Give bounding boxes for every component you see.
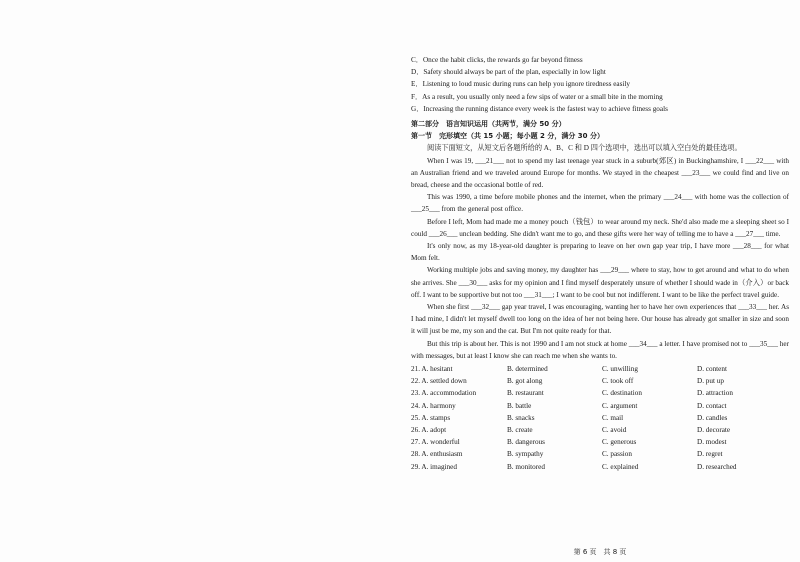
passage-paragraph: It's only now, as my 18-year-old daughter is preparing to leave on her own gap year trip, I have more ___28___ for what Mom felt. <box>411 242 789 263</box>
passage-paragraph: But this trip is about her. This is not 1990 and I am not stuck at home ___34___ a letter. I have promised not to ___35___ her with messages, but at least I know she can reach me when she wants to. <box>411 339 789 360</box>
instruction-text: 阅读下面短文，从短文后各题所给的 A、B、C 和 D 四个选项中，选出可以填入空白处的最佳选项。 <box>427 144 742 153</box>
choice-b: B. got along <box>507 377 543 386</box>
choice-a: 24. A. harmony <box>411 401 456 410</box>
choice-c: C. avoid <box>602 426 627 435</box>
choice-b: B. sympathy <box>507 450 544 459</box>
question-row <box>411 461 789 473</box>
choice-d: D. contact <box>697 401 727 410</box>
choice-a: 25. A. stamps <box>411 413 451 422</box>
choice-a: 28. A. enthusiasm <box>411 450 463 459</box>
choice-c: C. generous <box>602 438 637 447</box>
option-c: C．Once the habit clicks, the rewards go far beyond fitness <box>411 56 583 64</box>
question-row <box>411 436 789 448</box>
part-heading: 第二部分 语言知识运用（共两节，满分 50 分） <box>411 120 566 129</box>
question-row <box>411 412 789 424</box>
choice-c: C. mail <box>602 413 624 422</box>
choice-d: D. researched <box>697 462 737 471</box>
option-f: F．As a result, you usually only need a few sips of water or a small bite in the morning <box>411 92 663 101</box>
option-d: D．Safety should always be part of the plan, especially in low light <box>411 68 606 77</box>
question-row <box>411 424 789 436</box>
page-footer: 第 6 页 共 8 页 <box>573 548 627 556</box>
choice-d: D. put up <box>697 377 724 386</box>
choice-d: D. regret <box>697 450 723 459</box>
question-row <box>411 387 789 399</box>
choice-c: C. explained <box>602 462 639 471</box>
choice-a: 22. A. settled down <box>411 377 467 386</box>
choice-c: C. unwilling <box>602 365 638 374</box>
option-g: G．Increasing the running distance every week is the fastest way to achieve fitness goals <box>411 104 668 113</box>
text-column <box>411 54 789 473</box>
choice-a: 29. A. imagined <box>411 462 457 471</box>
choice-c: C. passion <box>602 450 632 459</box>
choice-c: C. argument <box>602 401 638 410</box>
choice-b: B. dangerous <box>507 438 545 447</box>
passage-paragraph: Working multiple jobs and saving money, my daughter has ___29___ where to stay, how to get around and what to do when she arrives. She ___30___ asks for my opinion and I find myself desperately unsure of whether I should wade in（介入）or back off. I want to be supportive but not too ___31___; I want to be cool but not indifferent. I want to be like the perfect travel guide. <box>411 266 789 299</box>
choice-b: B. create <box>507 426 533 435</box>
choice-d: D. attraction <box>697 389 733 398</box>
choice-a: 21. A. hesitant <box>411 365 453 374</box>
answer-choices <box>411 363 789 473</box>
choice-c: C. destination <box>602 389 642 398</box>
choice-b: B. monitored <box>507 462 545 471</box>
passage-paragraph: This was 1990, a time before mobile phones and the internet, when the primary ___24___ with home was the collection of ___25___ from the general post office. <box>411 193 789 214</box>
question-row <box>411 400 789 412</box>
option-e: E．Listening to loud music during runs can help you ignore tiredness easily <box>411 80 630 89</box>
choice-d: D. decorate <box>697 426 731 435</box>
section-heading: 第一节 完形填空（共 15 小题；每小题 2 分，满分 30 分） <box>411 132 604 141</box>
choice-b: B. determined <box>507 365 548 374</box>
choice-a: 26. A. adopt <box>411 426 447 435</box>
choice-b: B. snacks <box>507 413 535 422</box>
choice-b: B. restaurant <box>507 389 544 398</box>
choice-d: D. modest <box>697 438 727 447</box>
choice-d: D. content <box>697 365 727 374</box>
passage-paragraph: Before I left, Mom had made me a money pouch（钱包）to wear around my neck. She'd also made me a sleeping sheet so I could ___26___ unclean bedding. She didn't want me to go, and these gifts were her way of telling me to have a ___27___ time. <box>411 217 789 238</box>
choice-a: 27. A. wonderful <box>411 438 460 447</box>
choice-c: C. took off <box>602 377 634 386</box>
passage-paragraph: When I was 19, ___21___ not to spend my last teenage year stuck in a suburb(郊区) in Buckinghamshire, I ___22___ with an Australian friend and we traveled around Europe for months. We stayed in the cheapest ___23___ we could find and live on bread, cheese and the occasional bottle of red. <box>411 156 789 190</box>
choice-b: B. battle <box>507 401 532 410</box>
question-row <box>411 363 789 375</box>
choice-d: D. candles <box>697 413 728 422</box>
question-row <box>411 375 789 387</box>
passage-paragraph: When she first ___32___ gap year travel, I was encouraging, wanting her to have her own experiences that ___33___ her. As I had mine, I didn't let myself dwell too long on the idea of her not being here. Our house has already got smaller in size and soon it will just be me, my son and the cat. But I'm not quite ready for that. <box>411 303 789 336</box>
option-list <box>411 54 789 115</box>
question-row <box>411 448 789 460</box>
choice-a: 23. A. accommodation <box>411 389 477 398</box>
